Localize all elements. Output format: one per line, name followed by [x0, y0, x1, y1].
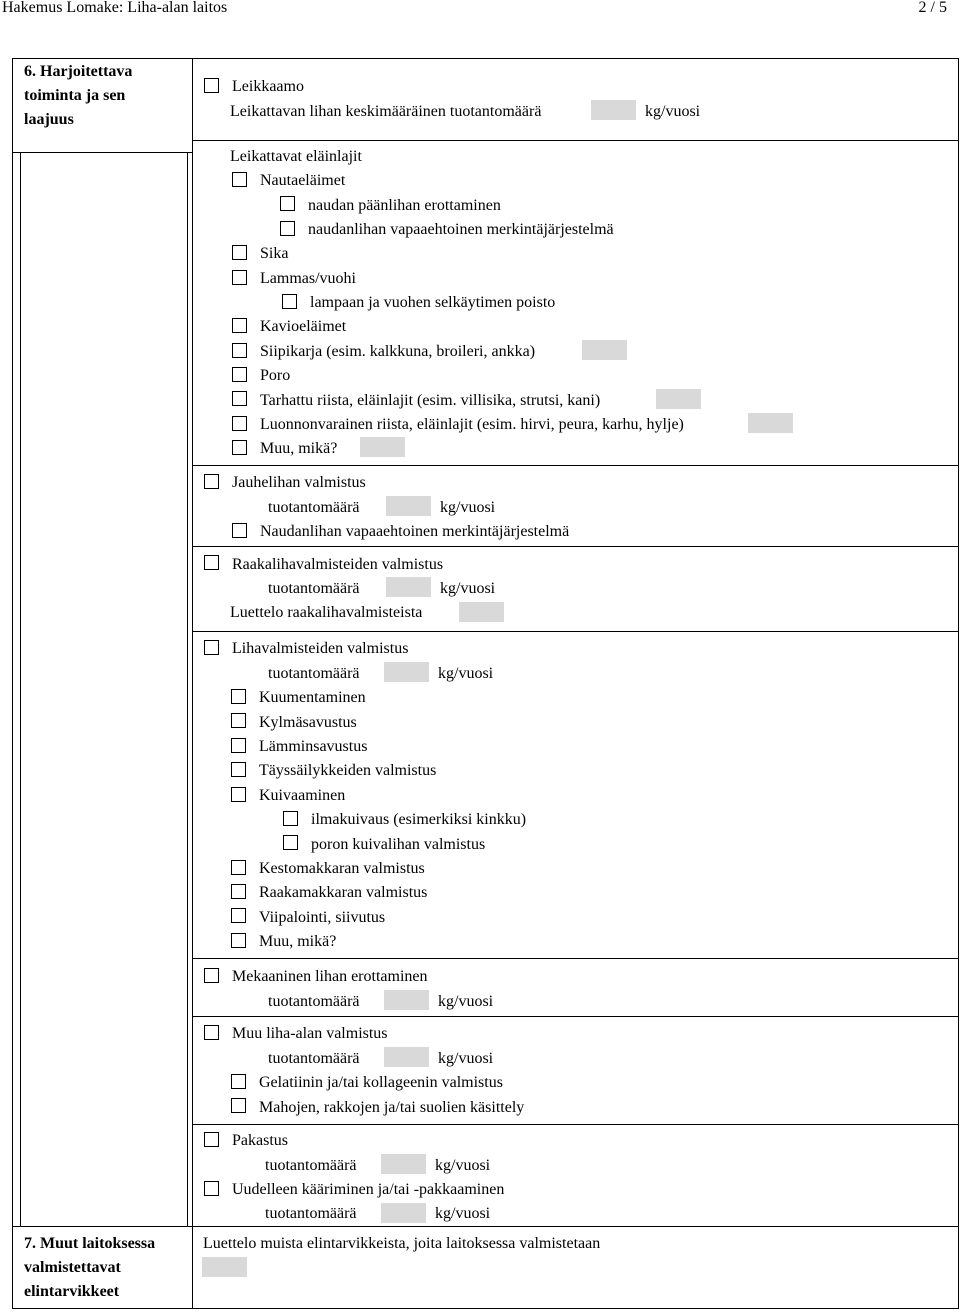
- divider: [192, 140, 958, 141]
- divider: [192, 631, 958, 632]
- label-leikkaamo-prod: Leikattavan lihan keskimääräinen tuotantomäärä: [230, 103, 542, 120]
- label-lammas-a: lampaan ja vuohen selkäytimen poisto: [310, 294, 556, 311]
- label-kuum: Kuumentaminen: [259, 689, 366, 706]
- checkbox-kesto[interactable]: [231, 860, 246, 875]
- label-poro: Poro: [260, 367, 291, 384]
- checkbox-nauta-a[interactable]: [280, 196, 295, 211]
- divider: [192, 1016, 958, 1017]
- checkbox-jauhe-merk[interactable]: [232, 523, 247, 538]
- input-muuliha-tuot[interactable]: [384, 1047, 429, 1067]
- label-kuiva: Kuivaaminen: [259, 787, 346, 804]
- checkbox-siipi[interactable]: [232, 343, 247, 358]
- label-leikkaamo: Leikkaamo: [232, 78, 304, 95]
- checkbox-pakastus[interactable]: [204, 1132, 219, 1147]
- checkbox-kuiva-a[interactable]: [283, 811, 298, 826]
- checkbox-liha-muu[interactable]: [231, 933, 246, 948]
- label-maho: Mahojen, rakkojen ja/tai suolien käsittely: [259, 1099, 525, 1116]
- input-leikkaamo-prod[interactable]: [591, 100, 636, 120]
- checkbox-kavio[interactable]: [232, 318, 247, 333]
- table-column-divider: [192, 58, 193, 1309]
- label-kylma: Kylmäsavustus: [259, 714, 357, 731]
- checkbox-viip[interactable]: [231, 908, 246, 923]
- section-6-title: 6. Harjoitettava toiminta ja sen laajuus: [24, 63, 133, 128]
- page-header: [0, 0, 960, 20]
- label-raaka-list: Luettelo raakalihavalmisteista: [230, 604, 423, 621]
- label-jauhe-merk: Naudanlihan vapaaehtoinen merkintäjärjestelmä: [260, 523, 570, 540]
- page-number: 2 / 5: [918, 0, 947, 16]
- checkbox-lammin[interactable]: [231, 738, 246, 753]
- section-7-title: 7. Muut laitoksessa valmistettavat elintarvikkeet: [24, 1235, 156, 1300]
- checkbox-meka[interactable]: [204, 968, 219, 983]
- unit-label: kg/vuosi: [438, 993, 494, 1010]
- checkbox-lammas[interactable]: [232, 270, 247, 285]
- unit-label: kg/vuosi: [440, 580, 496, 597]
- label-jauhe: Jauhelihan valmistus: [232, 474, 366, 491]
- label-tuot: tuotantomäärä: [265, 1205, 357, 1222]
- divider: [192, 465, 958, 466]
- checkbox-kuiva-b[interactable]: [283, 835, 298, 850]
- input-uud-tuot[interactable]: [381, 1203, 426, 1223]
- table-top-border: [12, 58, 959, 59]
- table-right-border: [958, 58, 959, 1309]
- divider: [192, 546, 958, 547]
- checkbox-liha[interactable]: [204, 640, 219, 655]
- input-jauhe-tuot[interactable]: [386, 496, 431, 516]
- checkbox-kuum[interactable]: [231, 689, 246, 704]
- document-title: Hakemus Lomake: Liha-alan laitos: [2, 0, 228, 16]
- label-liha-muu: Muu, mikä?: [259, 933, 337, 950]
- input-tarhattu[interactable]: [656, 389, 701, 409]
- checkbox-nauta-b[interactable]: [280, 221, 295, 236]
- checkbox-muuliha[interactable]: [204, 1025, 219, 1040]
- input-luettelo-muut[interactable]: [202, 1257, 247, 1277]
- label-meka: Mekaaninen lihan erottaminen: [232, 968, 428, 985]
- checkbox-raaka[interactable]: [204, 555, 219, 570]
- checkbox-leikkaamo[interactable]: [204, 78, 219, 93]
- checkbox-sika[interactable]: [232, 245, 247, 260]
- label-muuliha: Muu liha-alan valmistus: [232, 1025, 388, 1042]
- unit-label: kg/vuosi: [438, 1050, 494, 1067]
- input-raaka-list[interactable]: [459, 602, 504, 622]
- label-kuiva-b: poron kuivalihan valmistus: [311, 836, 486, 853]
- label-viip: Viipalointi, siivutus: [259, 909, 386, 926]
- checkbox-nauta[interactable]: [232, 172, 247, 187]
- input-muu[interactable]: [360, 437, 405, 457]
- input-luonnon[interactable]: [748, 413, 793, 433]
- label-uud: Uudelleen kääriminen ja/tai -pakkaaminen: [232, 1181, 505, 1198]
- label-tuot: tuotantomäärä: [268, 580, 360, 597]
- input-pakastus-tuot[interactable]: [381, 1154, 426, 1174]
- label-liha: Lihavalmisteiden valmistus: [232, 640, 409, 657]
- label-lammin: Lämminsavustus: [259, 738, 368, 755]
- unit-label: kg/vuosi: [645, 103, 701, 120]
- checkbox-gela[interactable]: [231, 1074, 246, 1089]
- label-nauta-b: naudanlihan vapaaehtoinen merkintäjärjestelmä: [308, 221, 614, 238]
- input-liha-tuot[interactable]: [384, 662, 429, 682]
- label-tuot: tuotantomäärä: [268, 499, 360, 516]
- section-divider-7: [12, 1226, 959, 1227]
- label-tuot: tuotantomäärä: [268, 665, 360, 682]
- label-tarhattu: Tarhattu riista, eläinlajit (esim. villisika, strutsi, kani): [260, 392, 601, 409]
- table-bottom-border: [12, 1308, 959, 1309]
- divider: [192, 958, 958, 959]
- checkbox-poro[interactable]: [232, 367, 247, 382]
- label-inner-border-right: [187, 152, 188, 1226]
- table-left-border: [12, 58, 13, 1309]
- label-nauta-a: naudan päänlihan erottaminen: [308, 197, 501, 214]
- divider: [192, 1124, 958, 1125]
- label-inner-border: [20, 152, 21, 1226]
- label-kuiva-a: ilmakuivaus (esimerkiksi kinkku): [311, 811, 527, 828]
- checkbox-jauhe[interactable]: [204, 474, 219, 489]
- unit-label: kg/vuosi: [435, 1205, 491, 1222]
- label-raaka: Raakalihavalmisteiden valmistus: [232, 556, 444, 573]
- input-raaka-tuot[interactable]: [386, 577, 431, 597]
- checkbox-kylma[interactable]: [231, 713, 246, 728]
- label-cell-bottom: [12, 152, 192, 153]
- label-siipi: Siipikarja (esim. kalkkuna, broileri, ankka): [260, 343, 536, 360]
- label-sika: Sika: [260, 245, 289, 262]
- label-pakastus: Pakastus: [232, 1132, 288, 1149]
- label-tays: Täyssäilykkeiden valmistus: [259, 762, 437, 779]
- unit-label: kg/vuosi: [435, 1157, 491, 1174]
- label-raakamak: Raakamakkaran valmistus: [259, 884, 428, 901]
- checkbox-kuiva[interactable]: [231, 787, 246, 802]
- checkbox-uud[interactable]: [204, 1181, 219, 1196]
- unit-label: kg/vuosi: [438, 665, 494, 682]
- checkbox-luonnon[interactable]: [232, 416, 247, 431]
- checkbox-raakamak[interactable]: [231, 884, 246, 899]
- checkbox-lammas-a[interactable]: [282, 294, 297, 309]
- label-luettelo-muut: Luettelo muista elintarvikkeista, joita laitoksessa valmistetaan: [203, 1235, 601, 1252]
- unit-label: kg/vuosi: [440, 499, 496, 516]
- checkbox-tarhattu[interactable]: [232, 391, 247, 406]
- label-kavio: Kavioeläimet: [260, 318, 347, 335]
- label-gela: Gelatiinin ja/tai kollageenin valmistus: [259, 1074, 503, 1091]
- checkbox-muu[interactable]: [232, 440, 247, 455]
- label-tuot: tuotantomäärä: [268, 1050, 360, 1067]
- input-siipi[interactable]: [582, 340, 627, 360]
- label-muu: Muu, mikä?: [260, 440, 338, 457]
- checkbox-maho[interactable]: [231, 1098, 246, 1113]
- label-nauta: Nautaeläimet: [260, 172, 346, 189]
- label-luonnon: Luonnonvarainen riista, eläinlajit (esim. hirvi, peura, karhu, hylje): [260, 416, 684, 433]
- label-leikattavat: Leikattavat eläinlajit: [230, 148, 362, 165]
- checkbox-tays[interactable]: [231, 762, 246, 777]
- label-lammas: Lammas/vuohi: [260, 270, 356, 287]
- label-tuot: tuotantomäärä: [268, 993, 360, 1010]
- label-tuot: tuotantomäärä: [265, 1157, 357, 1174]
- label-kesto: Kestomakkaran valmistus: [259, 860, 425, 877]
- input-meka-tuot[interactable]: [384, 990, 429, 1010]
